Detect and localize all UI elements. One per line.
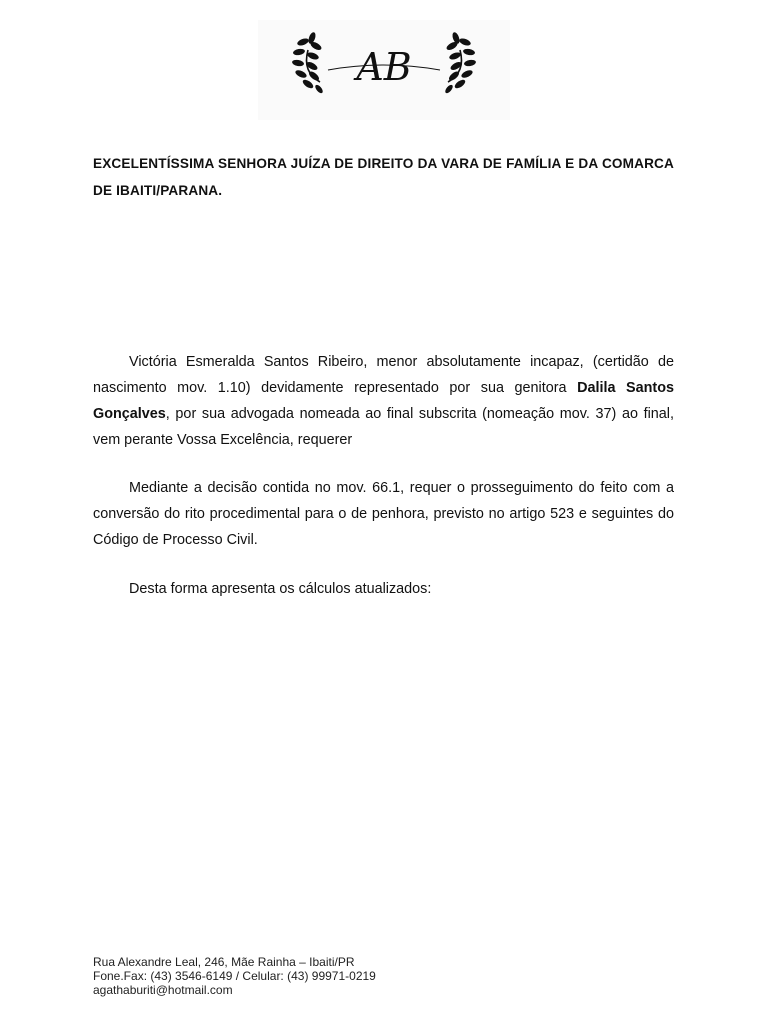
paragraph-request: Mediante a decisão contida no mov. 66.1, requer o prosseguimento do feito com a conversão do rito procedimental para o de penhora, previsto no artigo 523 e seguintes do Código de Processo Civil. bbox=[93, 480, 674, 548]
footer-phone: Fone.Fax: (43) 3546-6149 / Celular: (43) 99971-0219 bbox=[93, 969, 376, 983]
footer bbox=[93, 955, 376, 997]
paragraph-text: Victória Esmeralda Santos Ribeiro, menor absolutamente incapaz, (certidão de nascimento mov. 1.10) devidamente representado por sua genitora bbox=[93, 354, 674, 396]
logo bbox=[258, 20, 510, 120]
addressee-heading: EXCELENTÍSSIMA SENHORA JUÍZA DE DIREITO DA VARA DE FAMÍLIA E DA COMARCA DE IBAITI/PARANA. bbox=[93, 156, 674, 198]
paragraph-text: , por sua advogada nomeada ao final subscrita (nomeação mov. 37) ao final, vem perante Vossa Excelência, requerer bbox=[93, 406, 674, 448]
footer-email: agathaburiti@hotmail.com bbox=[93, 983, 233, 997]
logo-monogram: AB bbox=[356, 45, 412, 89]
paragraph-calculations: Desta forma apresenta os cálculos atualizados: bbox=[129, 581, 432, 597]
footer-address: Rua Alexandre Leal, 246, Mãe Rainha – Ibaiti/PR bbox=[93, 955, 355, 969]
paragraph-qualification bbox=[93, 349, 674, 453]
laurel-wreath-icon bbox=[258, 20, 510, 120]
guardian-name: Dalila Santos Gonçalves bbox=[93, 380, 674, 422]
